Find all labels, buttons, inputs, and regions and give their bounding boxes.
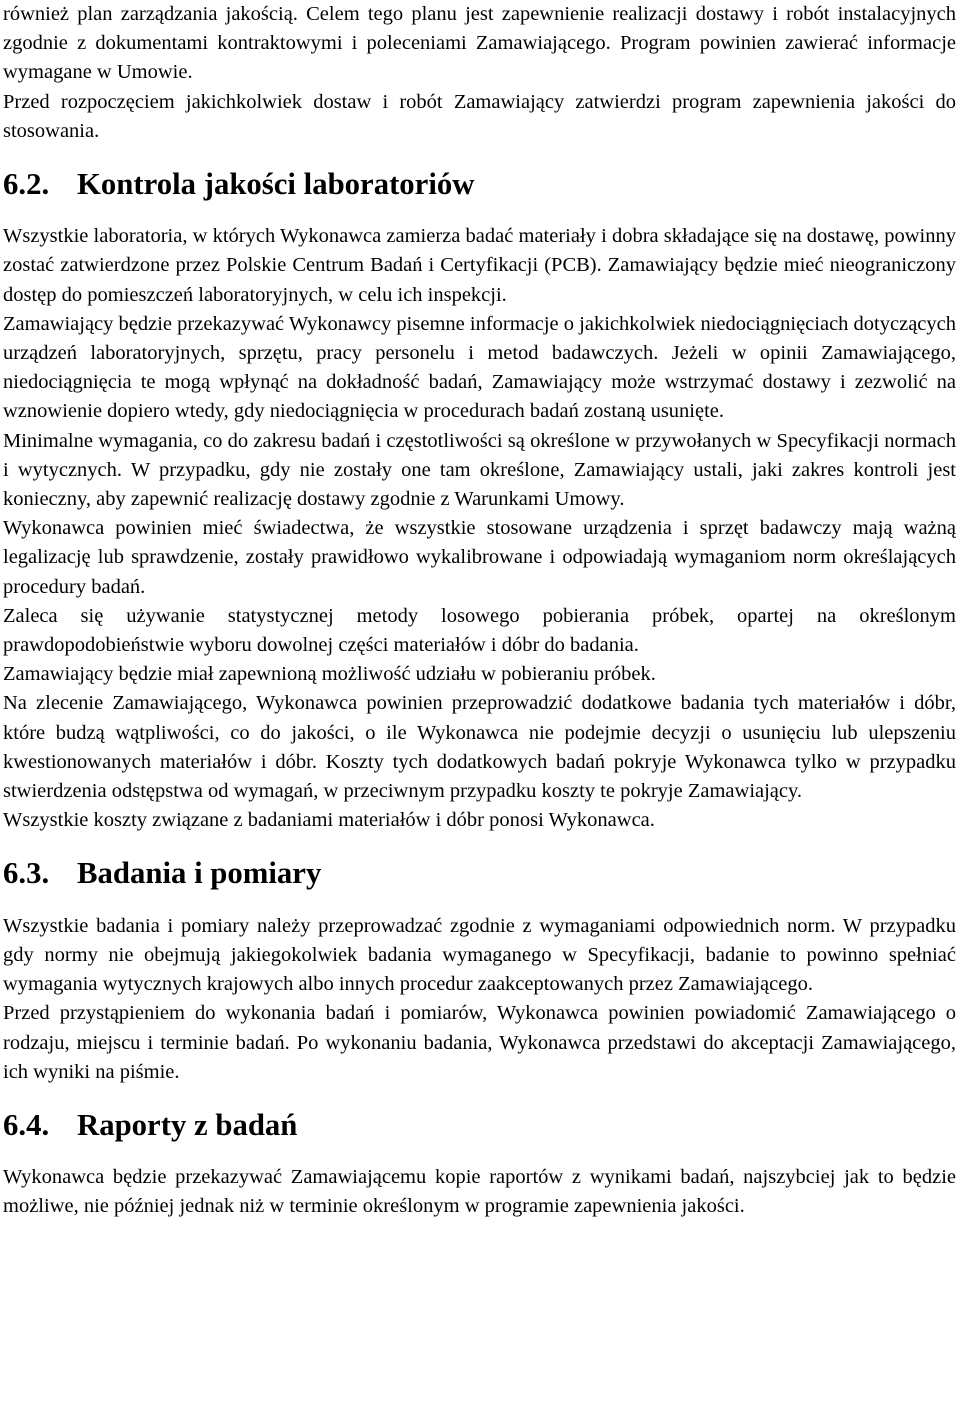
section-number: 6.3. [3, 856, 50, 891]
section-paragraph: Minimalne wymagania, co do zakresu badań i częstotliwości są określone w przywołanych w Specyfikacji normach i wytycznych. W przypadku, gdy nie zostały one tam określone, Zamawiający ustali, jaki zakres kontroli jest konieczny, aby zapewnić realizację dostawy zgodnie z Warunkami Umowy. [3, 429, 956, 511]
section-paragraph: Zamawiający będzie przekazywać Wykonawcy pisemne informacje o jakichkolwiek niedociągnięciach dotyczących urządzeń laboratoryjnych, sprzętu, pracy personelu i metod badawczych. Jeżeli w opinii Zamawiającego, niedociągnięcia te mogą wpłynąć na dokładność badań, Zamawiający może wstrzymać dostawy i zezwolić na wznowienie dopiero wtedy, gdy niedociągnięcia w procedurach badań zostaną usunięte. [3, 312, 956, 423]
document-page [3, 0, 956, 1424]
section-paragraph: Wykonawca będzie przekazywać Zamawiającemu kopie raportów z wynikami badań, najszybciej jak to będzie możliwe, nie później jednak niż w terminie określonym w programie zapewnienia jakości. [3, 1166, 956, 1218]
section-title: Raporty z badań [77, 1107, 298, 1142]
section-title: Kontrola jakości laboratoriów [77, 167, 475, 202]
section-paragraph: Wszystkie badania i pomiary należy przeprowadzać zgodnie z wymaganiami odpowiednich norm. W przypadku gdy normy nie obejmują jakiegokolwiek badania wymaganego w Specyfikacji, badanie to powinno spełniać wymagania wytycznych krajowych albo innych procedur zaakceptowanych przez Zamawiającego. [3, 914, 956, 996]
section-paragraph: Zamawiający będzie miał zapewnioną możliwość udziału w pobieraniu próbek. [3, 663, 656, 686]
section-heading [3, 167, 956, 202]
section-number: 6.2. [3, 167, 50, 202]
section-heading [3, 1107, 956, 1142]
intro-paragraph: również plan zarządzania jakością. Celem tego planu jest zapewnienie realizacji dostawy i robót instalacyjnych zgodnie z dokumentami kontraktowymi i poleceniami Zamawiającego. Program powinien zawierać informacje wymagane w Umowie. [3, 3, 956, 84]
section-paragraph: Na zlecenie Zamawiającego, Wykonawca powinien przeprowadzić dodatkowe badania tych materiałów i dóbr, które budzą wątpliwości, co do jakości, o ile Wykonawca nie podejmie decyzji o usunięciu lub ulepszeniu kwestionowanych materiałów i dóbr. Koszty tych dodatkowych badań pokryje Wykonawca tylko w przypadku stwierdzenia odstępstwa od wymagań, w przeciwnym przypadku koszty te pokryje Zamawiający. [3, 692, 956, 803]
section-paragraph: Wszystkie koszty związane z badaniami materiałów i dóbr ponosi Wykonawca. [3, 809, 655, 832]
section-heading [3, 856, 956, 891]
intro-paragraph: Przed rozpoczęciem jakichkolwiek dostaw i robót Zamawiający zatwierdzi program zapewnienia jakości do stosowania. [3, 90, 956, 142]
section-number: 6.4. [3, 1107, 50, 1142]
section-paragraph: Zaleca się używanie statystycznej metody losowego pobierania próbek, opartej na określonym prawdopodobieństwie wyboru dowolnej części materiałów i dóbr do badania. [3, 604, 956, 657]
section-paragraph: Wykonawca powinien mieć świadectwa, że wszystkie stosowane urządzenia i sprzęt badawczy mają ważną legalizację lub sprawdzenie, zostały prawidłowo wykalibrowane i odpowiadają wymaganiom norm określających procedury badań. [3, 517, 956, 598]
section-paragraph: Wszystkie laboratoria, w których Wykonawca zamierza badać materiały i dobra składające się na dostawę, powinny zostać zatwierdzone przez Polskie Centrum Badań i Certyfikacji (PCB). Zamawiający będzie mieć nieograniczony dostęp do pomieszczeń laboratoryjnych, w celu ich inspekcji. [3, 225, 956, 306]
section-title: Badania i pomiary [77, 856, 322, 891]
section-paragraph: Przed przystąpieniem do wykonania badań i pomiarów, Wykonawca powinien powiadomić Zamawiającego o rodzaju, miejscu i terminie badań. Po wykonaniu badania, Wykonawca przedstawi do akceptacji Zamawiającego, ich wyniki na piśmie. [3, 1002, 956, 1083]
